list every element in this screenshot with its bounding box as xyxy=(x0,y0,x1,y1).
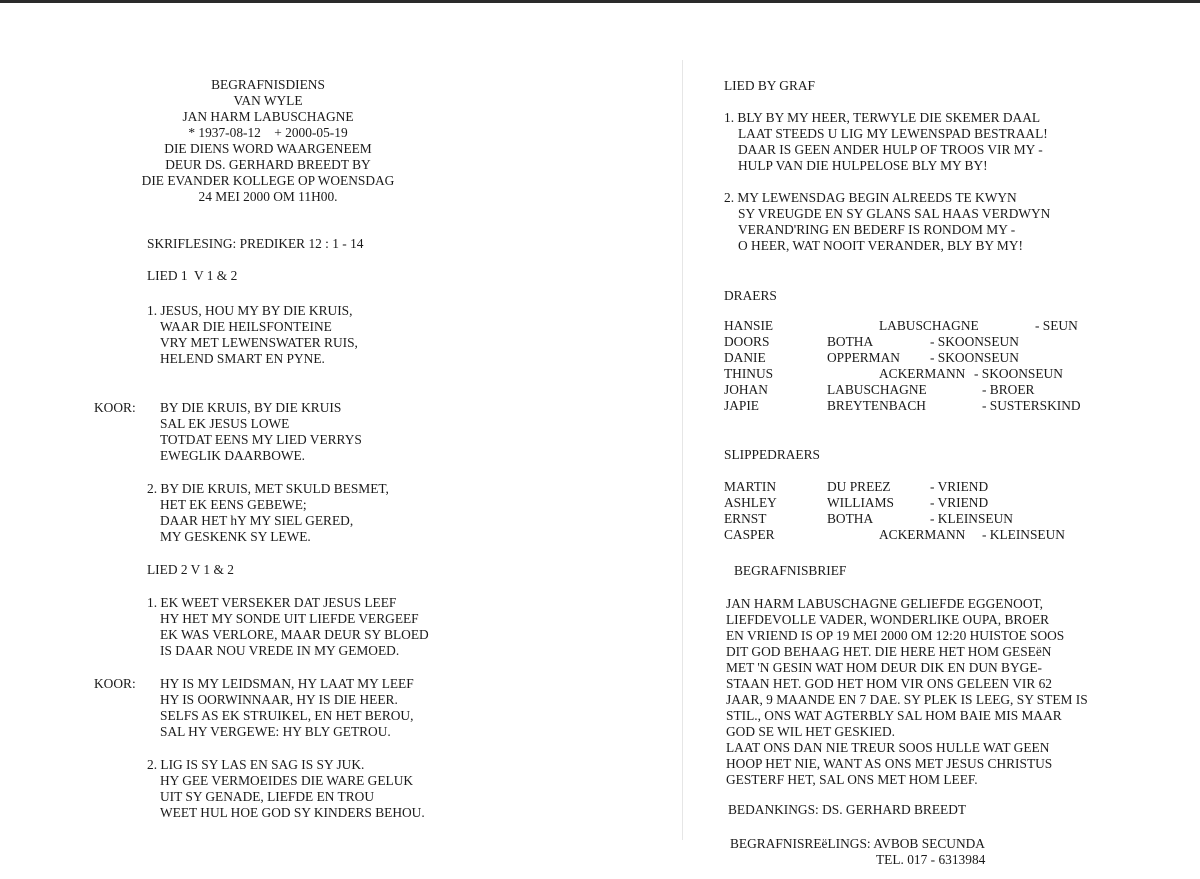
verse-line: VERAND'RING EN BEDERF IS RONDOM MY - xyxy=(738,222,1016,237)
bearer-first-name: JOHAN xyxy=(724,382,768,397)
verse-line: SY VREUGDE EN SY GLANS SAL HAAS VERDWYN xyxy=(738,206,1051,221)
scan-top-edge xyxy=(0,0,1200,3)
title-line: * 1937-08-12 + 2000-05-19 xyxy=(188,125,348,140)
letter-line: GESTERF HET, SAL ONS MET HOM LEEF. xyxy=(726,772,978,787)
verse-line: 2. BY DIE KRUIS, MET SKULD BESMET, xyxy=(147,481,389,496)
verse-line: 2. LIG IS SY LAS EN SAG IS SY JUK. xyxy=(147,757,365,772)
bearer-relation: - BROER xyxy=(982,382,1035,397)
verse-line: DAAR IS GEEN ANDER HULP OF TROOS VIR MY - xyxy=(738,142,1043,157)
bearer-surname: ACKERMANN xyxy=(879,366,966,381)
title-line: BEGRAFNISDIENS xyxy=(211,77,325,92)
verse-line: IS DAAR NOU VREDE IN MY GEMOED. xyxy=(160,643,400,658)
thanks-line: BEDANKINGS: DS. GERHARD BREEDT xyxy=(728,802,967,817)
verse-line: HULP VAN DIE HULPELOSE BLY MY BY! xyxy=(738,158,988,173)
letter-line: HOOP HET NIE, WANT AS ONS MET JESUS CHRISTUS xyxy=(726,756,1053,771)
verse-line: HY IS OORWINNAAR, HY IS DIE HEER. xyxy=(160,692,398,707)
verse-line: WAAR DIE HEILSFONTEINE xyxy=(160,319,332,334)
title-line: DEUR DS. GERHARD BREEDT BY xyxy=(165,157,371,172)
letter-line: LIEFDEVOLLE VADER, WONDERLIKE OUPA, BROER xyxy=(726,612,1050,627)
verse-line: O HEER, WAT NOOIT VERANDER, BLY BY MY! xyxy=(738,238,1023,253)
bearer-relation: - SKOONSEUN xyxy=(930,334,1019,349)
verse-line: LAAT STEEDS U LIG MY LEWENSPAD BESTRAAL! xyxy=(738,126,1048,141)
verse-line: SELFS AS EK STRUIKEL, EN HET BEROU, xyxy=(160,708,414,723)
bearer-relation: - SEUN xyxy=(1035,318,1078,333)
verse-line: EK WAS VERLORE, MAAR DEUR SY BLOED xyxy=(160,627,429,642)
bearer-relation: - SKOONSEUN xyxy=(930,350,1019,365)
pallbearer-surname: BOTHA xyxy=(827,511,874,526)
verse-line: TOTDAT EENS MY LIED VERRYS xyxy=(160,432,362,447)
verse-line: UIT SY GENADE, LIEFDE EN TROU xyxy=(160,789,374,804)
chorus-label: KOOR: xyxy=(94,400,136,415)
letter-line: JAAR, 9 MAANDE EN 7 DAE. SY PLEK IS LEEG, SY STEM IS xyxy=(726,692,1088,707)
bearer-surname: OPPERMAN xyxy=(827,350,900,365)
verse-line: DAAR HET hY MY SIEL GERED, xyxy=(160,513,354,528)
letter-line: JAN HARM LABUSCHAGNE GELIEFDE EGGENOOT, xyxy=(726,596,1044,611)
letter-line: STIL., ONS WAT AGTERBLY SAL HOM BAIE MIS MAAR xyxy=(726,708,1062,723)
chorus-label: KOOR: xyxy=(94,676,136,691)
page-fold xyxy=(682,60,683,840)
bearer-surname: LABUSCHAGNE xyxy=(827,382,927,397)
letter-heading: BEGRAFNISBRIEF xyxy=(734,563,847,578)
title-line: VAN WYLE xyxy=(233,93,303,108)
pallbearer-relation: - VRIEND xyxy=(930,495,989,510)
bearer-surname: LABUSCHAGNE xyxy=(879,318,979,333)
verse-line: VRY MET LEWENSWATER RUIS, xyxy=(160,335,358,350)
pallbearer-first-name: CASPER xyxy=(724,527,775,542)
bearers-heading: DRAERS xyxy=(724,288,777,303)
pallbearer-relation: - VRIEND xyxy=(930,479,989,494)
pallbearer-first-name: MARTIN xyxy=(724,479,777,494)
bearer-first-name: JAPIE xyxy=(724,398,759,413)
verse-line: 1. BLY BY MY HEER, TERWYLE DIE SKEMER DAAL xyxy=(724,110,1041,125)
verse-line: 2. MY LEWENSDAG BEGIN ALREEDS TE KWYN xyxy=(724,190,1017,205)
title-line: DIE DIENS WORD WAARGENEEM xyxy=(164,141,372,156)
bearer-first-name: DANIE xyxy=(724,350,766,365)
verse-line: HY HET MY SONDE UIT LIEFDE VERGEEF xyxy=(160,611,419,626)
pallbearers-heading: SLIPPEDRAERS xyxy=(724,447,820,462)
letter-line: EN VRIEND IS OP 19 MEI 2000 OM 12:20 HUISTOE SOOS xyxy=(726,628,1065,643)
verse-line: HELEND SMART EN PYNE. xyxy=(160,351,325,366)
pallbearer-surname: DU PREEZ xyxy=(827,479,891,494)
letter-line: MET 'N GESIN WAT HOM DEUR DIK EN DUN BYGE- xyxy=(726,660,1042,675)
pallbearer-surname: WILLIAMS xyxy=(827,495,894,510)
pallbearer-relation: - KLEINSEUN xyxy=(982,527,1065,542)
letter-line: STAAN HET. GOD HET HOM VIR ONS GELEEN VIR 62 xyxy=(726,676,1052,691)
verse-line: SAL EK JESUS LOWE xyxy=(160,416,290,431)
verse-line: HY GEE VERMOEIDES DIE WARE GELUK xyxy=(160,773,414,788)
hymn2-heading: LIED 2 V 1 & 2 xyxy=(147,562,234,577)
verse-line: MY GESKENK SY LEWE. xyxy=(160,529,311,544)
pallbearer-surname: ACKERMANN xyxy=(879,527,966,542)
scripture-reading: SKRIFLESING: PREDIKER 12 : 1 - 14 xyxy=(147,236,364,251)
hymn1-heading: LIED 1 V 1 & 2 xyxy=(147,268,238,283)
verse-line: HY IS MY LEIDSMAN, HY LAAT MY LEEF xyxy=(160,676,414,691)
pallbearer-first-name: ERNST xyxy=(724,511,767,526)
phone-number: TEL. 017 - 6313984 xyxy=(876,852,986,867)
letter-line: GOD SE WIL HET GESKIED. xyxy=(726,724,895,739)
bearer-relation: - SUSTERSKIND xyxy=(982,398,1081,413)
bearer-first-name: THINUS xyxy=(724,366,774,381)
letter-line: LAAT ONS DAN NIE TREUR SOOS HULLE WAT GEEN xyxy=(726,740,1050,755)
bearer-first-name: DOORS xyxy=(724,334,770,349)
letter-line: DIT GOD BEHAAG HET. DIE HERE HET HOM GESEëN xyxy=(726,644,1052,659)
grave-hymn-heading: LIED BY GRAF xyxy=(724,78,816,93)
verse-line: SAL HY VERGEWE: HY BLY GETROU. xyxy=(160,724,391,739)
title-line: DIE EVANDER KOLLEGE OP WOENSDAG xyxy=(141,173,395,188)
arrangements-line: BEGRAFNISREëLINGS: AVBOB SECUNDA xyxy=(730,836,985,851)
bearer-relation: - SKOONSEUN xyxy=(974,366,1063,381)
title-line: 24 MEI 2000 OM 11H00. xyxy=(198,189,338,204)
bearer-first-name: HANSIE xyxy=(724,318,774,333)
verse-line: HET EK EENS GEBEWE; xyxy=(160,497,307,512)
pallbearer-first-name: ASHLEY xyxy=(724,495,777,510)
verse-line: WEET HUL HOE GOD SY KINDERS BEHOU. xyxy=(160,805,425,820)
verse-line: 1. EK WEET VERSEKER DAT JESUS LEEF xyxy=(147,595,397,610)
verse-line: BY DIE KRUIS, BY DIE KRUIS xyxy=(160,400,342,415)
pallbearer-relation: - KLEINSEUN xyxy=(930,511,1013,526)
bearer-surname: BREYTENBACH xyxy=(827,398,926,413)
title-line: JAN HARM LABUSCHAGNE xyxy=(182,109,354,124)
verse-line: EWEGLIK DAARBOWE. xyxy=(160,448,306,463)
bearer-surname: BOTHA xyxy=(827,334,874,349)
verse-line: 1. JESUS, HOU MY BY DIE KRUIS, xyxy=(147,303,353,318)
